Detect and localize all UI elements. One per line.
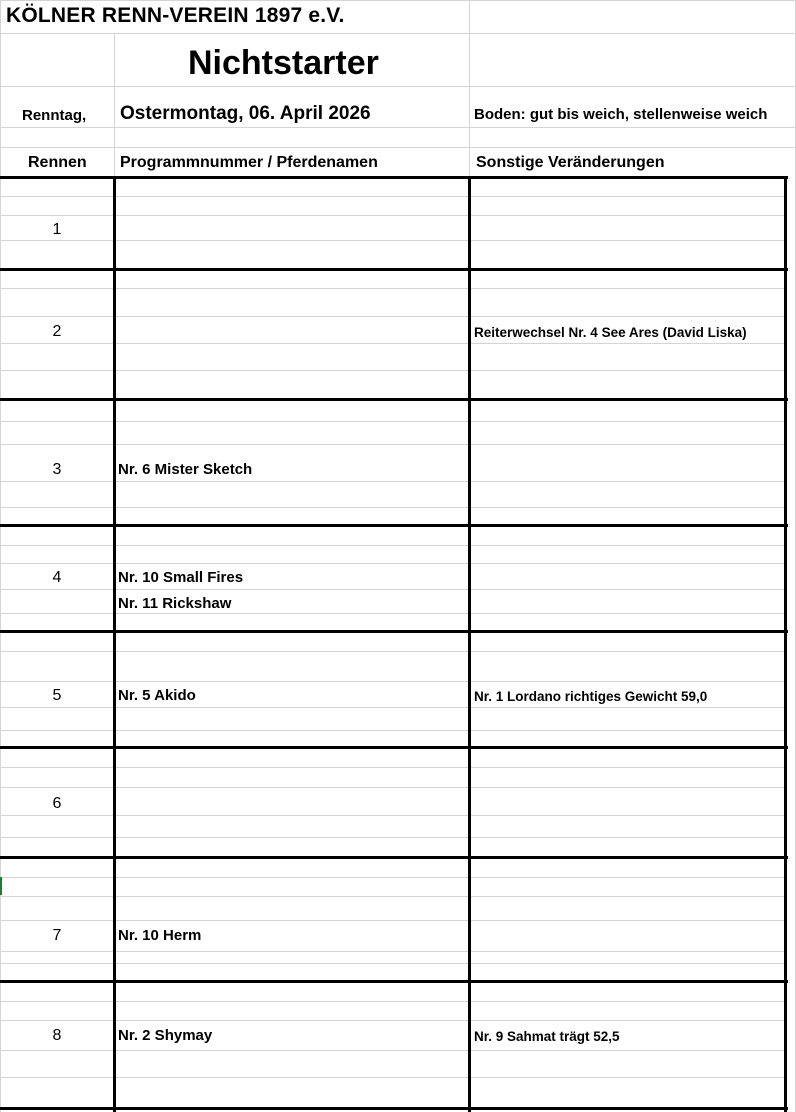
ground-condition: Boden: gut bis weich, stellenweise weich — [474, 106, 768, 123]
grid-line — [114, 33, 115, 176]
change-entry: Nr. 9 Sahmat trägt 52,5 — [474, 1029, 620, 1044]
grid-line — [0, 240, 786, 241]
race-number: 6 — [52, 795, 62, 812]
grid-line — [0, 896, 786, 897]
grid-line — [0, 951, 786, 952]
grid-line — [0, 86, 796, 87]
grid-line — [0, 920, 786, 921]
grid-line — [0, 33, 796, 34]
grid-line — [0, 563, 786, 564]
race-separator — [0, 524, 788, 527]
grid-line — [0, 370, 786, 371]
nonstarter-entry: Nr. 6 Mister Sketch — [118, 461, 253, 478]
column-header-race: Rennen — [28, 154, 87, 171]
grid-line — [469, 0, 470, 176]
grid-line — [0, 176, 1, 1112]
selection-marker — [0, 877, 2, 895]
race-separator — [0, 268, 788, 271]
race-separator — [0, 856, 788, 859]
grid-line — [0, 316, 786, 317]
column-header-program: Programmnummer / Pferdenamen — [120, 154, 378, 171]
raceday-value: Ostermontag, 06. April 2026 — [120, 103, 371, 124]
race-separator — [0, 746, 788, 749]
grid-line — [0, 196, 786, 197]
column-border — [113, 176, 116, 1112]
race-separator — [0, 630, 788, 633]
nonstarter-entry: Nr. 11 Rickshaw — [118, 595, 232, 612]
grid-line — [0, 877, 786, 878]
change-entry: Reiterwechsel Nr. 4 See Ares (David Liska) — [474, 325, 747, 340]
grid-line — [0, 421, 786, 422]
grid-line — [0, 1050, 786, 1051]
raceday-label: Renntag, — [22, 107, 87, 124]
grid-line — [0, 730, 786, 731]
nonstarter-entry: Nr. 5 Akido — [118, 687, 196, 704]
grid-line — [0, 681, 786, 682]
grid-line — [0, 481, 786, 482]
race-separator — [0, 398, 788, 401]
change-entry: Nr. 1 Lordano richtiges Gewicht 59,0 — [474, 689, 708, 704]
grid-line — [0, 343, 786, 344]
nonstarter-entry: Nr. 2 Shymay — [118, 1027, 213, 1044]
grid-line — [0, 288, 786, 289]
club-name: KÖLNER RENN-VEREIN 1897 e.V. — [6, 4, 345, 27]
race-number: 8 — [52, 1027, 62, 1044]
grid-line — [0, 613, 786, 614]
grid-line — [0, 0, 1, 176]
grid-line — [0, 0, 796, 1]
column-header-other: Sonstige Veränderungen — [476, 154, 665, 171]
grid-line — [0, 787, 786, 788]
grid-line — [0, 837, 786, 838]
grid-line — [0, 589, 786, 590]
grid-line — [0, 127, 796, 128]
page-title: Nichtstarter — [188, 44, 379, 82]
column-border — [468, 176, 471, 1112]
grid-line — [0, 651, 786, 652]
grid-line — [0, 215, 786, 216]
grid-line — [0, 444, 786, 445]
grid-line — [0, 1077, 786, 1078]
race-number: 3 — [52, 461, 62, 478]
nonstarter-entry: Nr. 10 Herm — [118, 927, 202, 944]
race-number: 1 — [52, 221, 62, 238]
race-separator — [0, 1107, 788, 1110]
grid-line — [0, 545, 786, 546]
column-border — [784, 176, 787, 1112]
race-separator — [0, 176, 788, 179]
race-number: 5 — [52, 687, 62, 704]
race-separator — [0, 980, 788, 983]
race-number: 4 — [52, 569, 62, 586]
grid-line — [0, 507, 786, 508]
grid-line — [0, 1020, 786, 1021]
grid-line — [0, 815, 786, 816]
race-number: 2 — [52, 323, 62, 340]
grid-line — [0, 707, 786, 708]
race-number: 7 — [52, 927, 62, 944]
grid-line — [0, 767, 786, 768]
nonstarter-entry: Nr. 10 Small Fires — [118, 569, 244, 586]
grid-line — [0, 147, 796, 148]
grid-line — [0, 963, 786, 964]
grid-line — [0, 1001, 786, 1002]
